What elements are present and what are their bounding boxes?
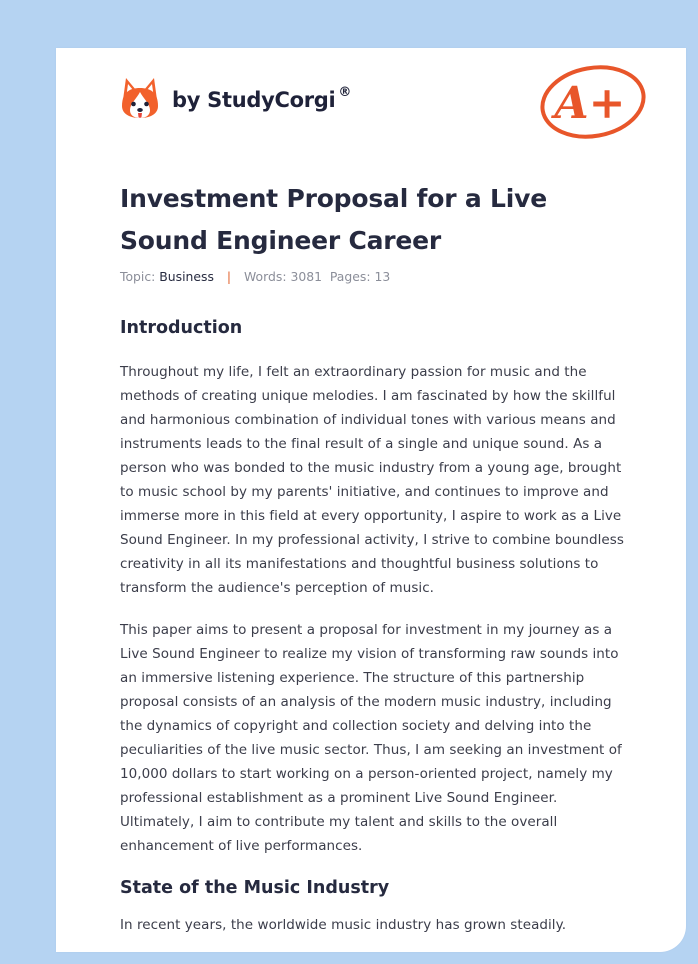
corgi-icon: [120, 76, 160, 120]
paragraph: In recent years, the worldwide music industry has grown steadily.: [120, 917, 567, 933]
paragraph: Throughout my life, I felt an extraordinary passion for music and the methods of creating unique melodies. I am fascinated by how the skillful and harmonious combination of individual tones with various means and instruments leads to the final result of a single and unique sound. As a person who was bonded to the music industry from a young age, brought to music school by my parents' initiative, and continues to improve and immerse more in this field at every opportunity, I aspire to work as a Live Sound Engineer. In my professional activity, I strive to combine boundless creativity in all its manifestations and thoughtful business solutions to transform the audience's perception of music.: [120, 364, 624, 596]
document-body: [120, 314, 632, 937]
document-meta: [120, 269, 390, 284]
section-heading-introduction: Introduction: [120, 318, 243, 338]
brand-name: by StudyCorgi ®: [172, 85, 352, 112]
section-heading-music-industry: State of the Music Industry: [120, 878, 390, 898]
brand-logo[interactable]: [120, 76, 351, 120]
topic-link[interactable]: Business: [159, 269, 214, 284]
registered-mark: ®: [338, 85, 352, 100]
page-count: Pages: 13: [329, 269, 391, 284]
paragraph: This paper aims to present a proposal for investment in my journey as a Live Sound Engineer to realize my vision of transforming raw sounds into an immersive listening experience. The structure of this partnership proposal consists of an analysis of the modern music industry, including the dynamics of copyright and collection society and delving into the peculiarities of the live music sector. Thus, I am seeking an investment of 10,000 dollars to start working on a person-oriented project, namely my professional establishment as a prominent Live Sound Engineer. Ultimately, I aim to contribute my talent and skills to the overall enhancement of live performances.: [120, 622, 622, 854]
grade-badge-text: A+: [554, 78, 626, 129]
document-card: [56, 48, 686, 952]
word-count: Words: 3081: [244, 269, 322, 284]
meta-separator: |: [226, 269, 232, 284]
page-title: Investment Proposal for a Live Sound Engineer Career: [120, 184, 547, 255]
grade-badge: [538, 60, 648, 140]
topic-label: Topic:: [120, 269, 156, 284]
